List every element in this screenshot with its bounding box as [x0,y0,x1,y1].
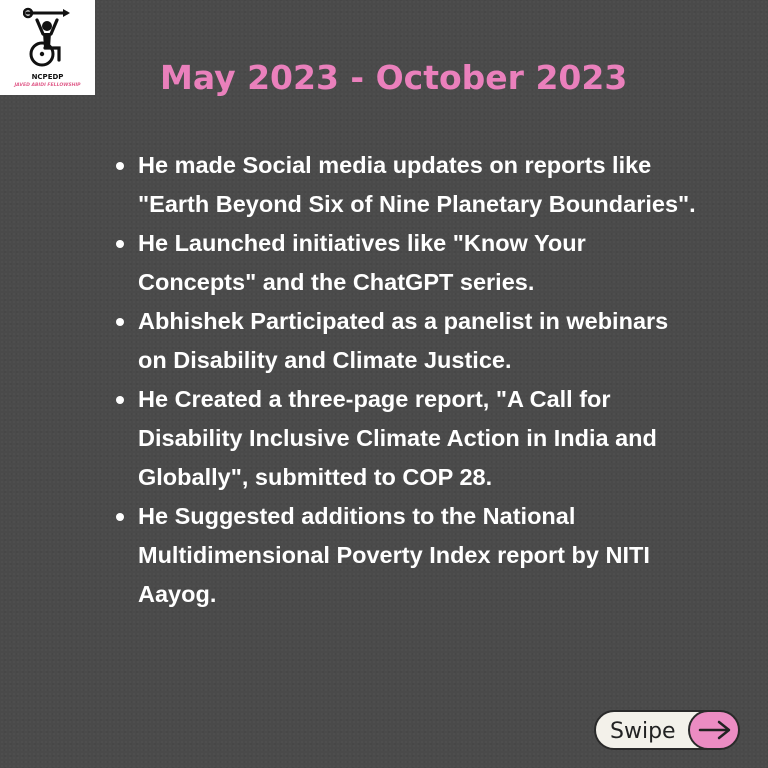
list-item: He made Social media updates on reports like "Earth Beyond Six of Nine Planetary Boundaries". [138,146,698,224]
wheelchair-user-logo-icon [23,6,71,72]
logo-subtitle: JAVED ABIDI FELLOWSHIP [14,83,81,88]
swipe-arrow-button[interactable] [688,710,740,750]
ncpedp-logo [0,0,95,95]
achievement-list [138,146,698,614]
list-item: He Launched initiatives like "Know Your Concepts" and the ChatGPT series. [138,224,698,302]
swipe-button[interactable] [594,710,740,750]
list-item: He Suggested additions to the National Multidimensional Poverty Index report by NITI Aayog. [138,497,698,614]
arrow-right-icon [698,720,732,740]
list-item: He Created a three-page report, "A Call for Disability Inclusive Climate Action in India and Globally", submitted to COP 28. [138,380,698,497]
swipe-label: Swipe [610,719,676,744]
list-item: Abhishek Participated as a panelist in webinars on Disability and Climate Justice. [138,302,698,380]
logo-name: NCPEDP [31,73,64,81]
page-title: May 2023 - October 2023 [160,58,628,97]
